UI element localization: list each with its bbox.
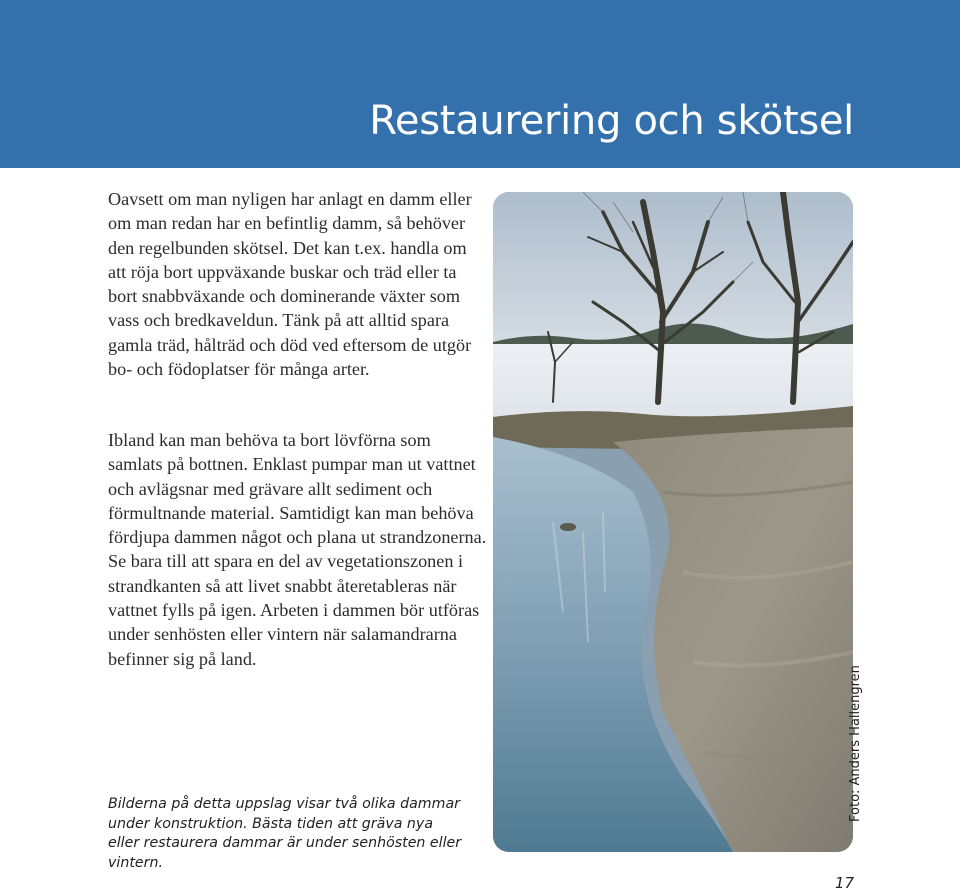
pond-landscape-illustration xyxy=(493,192,853,852)
body-paragraph-2: Ibland kan man behöva ta bort lövförna som samlats på bottnen. Enklast pumpar man ut vattnet och avlägsnar med grävare allt sediment och förmultnande material. Samtidigt kan man behöva fördjupa dammen något och plana ut strandzonerna. Se bara till att spara en del av vegetationszonen i strandkanten så att livet snabbt återetableras när vattnet fylls på igen. Arbeten i dammen bör utföras under senhösten eller vintern när salamandrarna befinner sig på land. xyxy=(108,430,487,669)
photo-caption: Bilderna på detta uppslag visar två olika dammar under konstruktion. Bästa tiden att gräva nya eller restaurera dammar är under senhösten eller vintern. xyxy=(108,796,462,871)
pond-photo xyxy=(493,192,853,852)
header-banner xyxy=(0,0,960,168)
page-title: Restaurering och skötsel xyxy=(369,98,854,144)
page-number: 17 xyxy=(834,874,854,892)
photo-credit: Foto: Anders Hallengren xyxy=(848,665,863,822)
body-paragraph-1: Oavsett om man nyligen har anlagt en damm eller om man redan har en befintlig damm, så behöver den regelbunden skötsel. Det kan t.ex. handla om att röja bort uppväxande buskar och träd eller ta bort snabbväxande och dominerande växter som vass och bredkaveldun. Tänk på att alltid spara gamla träd, hålträd och död ved eftersom de utgör bo- och födoplatser för många arter. xyxy=(108,189,472,380)
